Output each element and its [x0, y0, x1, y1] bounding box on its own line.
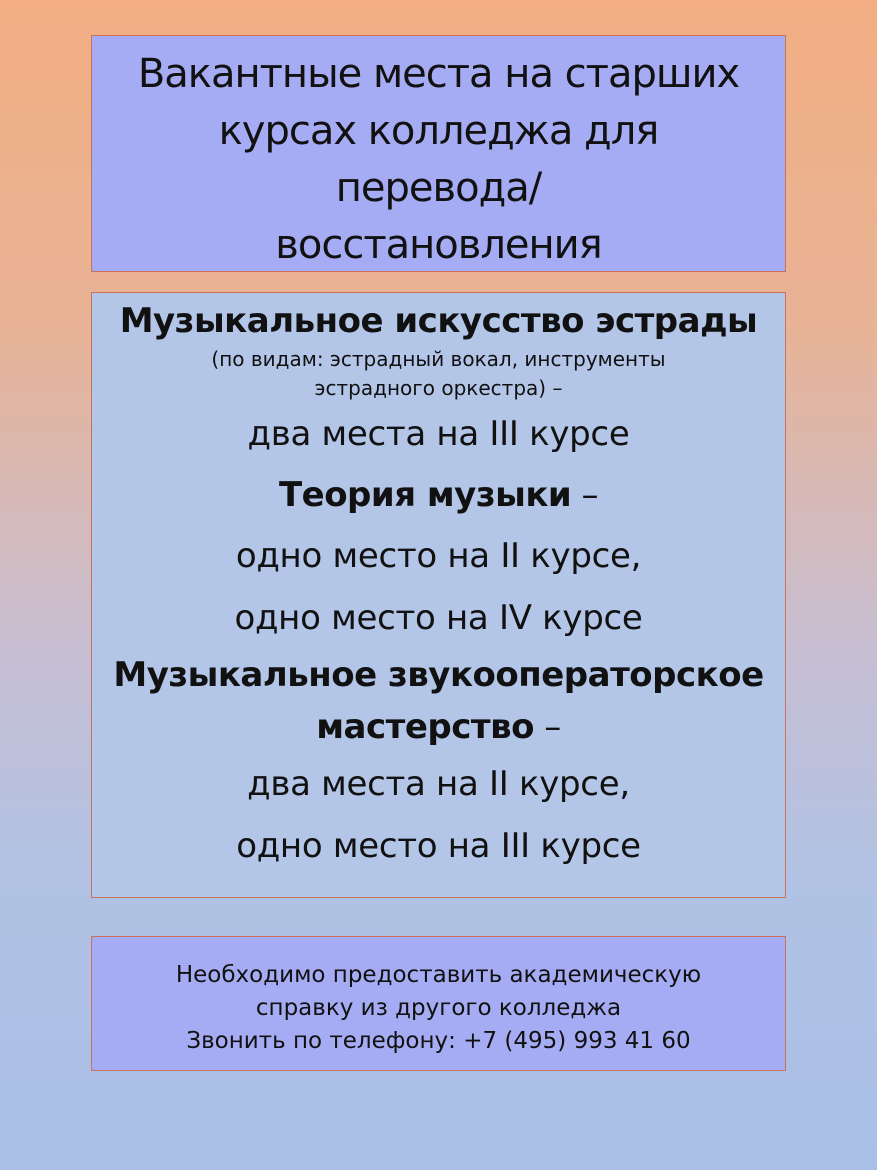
- footer-line-1: Необходимо предоставить академическую: [175, 962, 702, 988]
- program-name-line-2: [92, 701, 785, 753]
- seat-line: два места на III курсе: [247, 414, 630, 454]
- program-estrada: [92, 297, 785, 465]
- seat-line: одно место на IV курсе: [234, 598, 643, 638]
- program-name: Музыкальное искусство эстрады: [119, 301, 758, 341]
- title-line-1: Вакантные места на старших: [137, 51, 740, 97]
- program-name: [92, 465, 785, 525]
- program-note-line-1: (по видам: эстрадный вокал, инструменты: [211, 347, 666, 371]
- phone-line: Звонить по телефону: +7 (495) 993 41 60: [186, 1028, 691, 1054]
- vacancies-panel: [91, 292, 786, 898]
- seat-line: одно место на II курсе,: [235, 536, 642, 576]
- program-note-line-2: эстрадного оркестра) –: [314, 376, 563, 400]
- program-sound-engineering: [92, 649, 785, 877]
- title-line-2: курсах колледжа для: [218, 108, 659, 154]
- program-dash: –: [571, 475, 599, 515]
- title-line-3: перевода/: [335, 165, 542, 211]
- footer-line-2: справку из другого колледжа: [255, 995, 622, 1021]
- title-panel: [91, 35, 786, 272]
- program-dash: –: [533, 707, 561, 747]
- program-name-text: мастерство: [316, 707, 534, 747]
- program-name-line-1: Музыкальное звукооператорское: [113, 655, 764, 695]
- seat-line: одно место на III курсе: [236, 826, 641, 866]
- program-name-text: Теория музыки: [278, 475, 572, 515]
- program-music-theory: [92, 465, 785, 649]
- contact-panel: [91, 936, 786, 1071]
- title-line-4: восстановления: [275, 222, 602, 268]
- seat-line: два места на II курсе,: [247, 764, 630, 804]
